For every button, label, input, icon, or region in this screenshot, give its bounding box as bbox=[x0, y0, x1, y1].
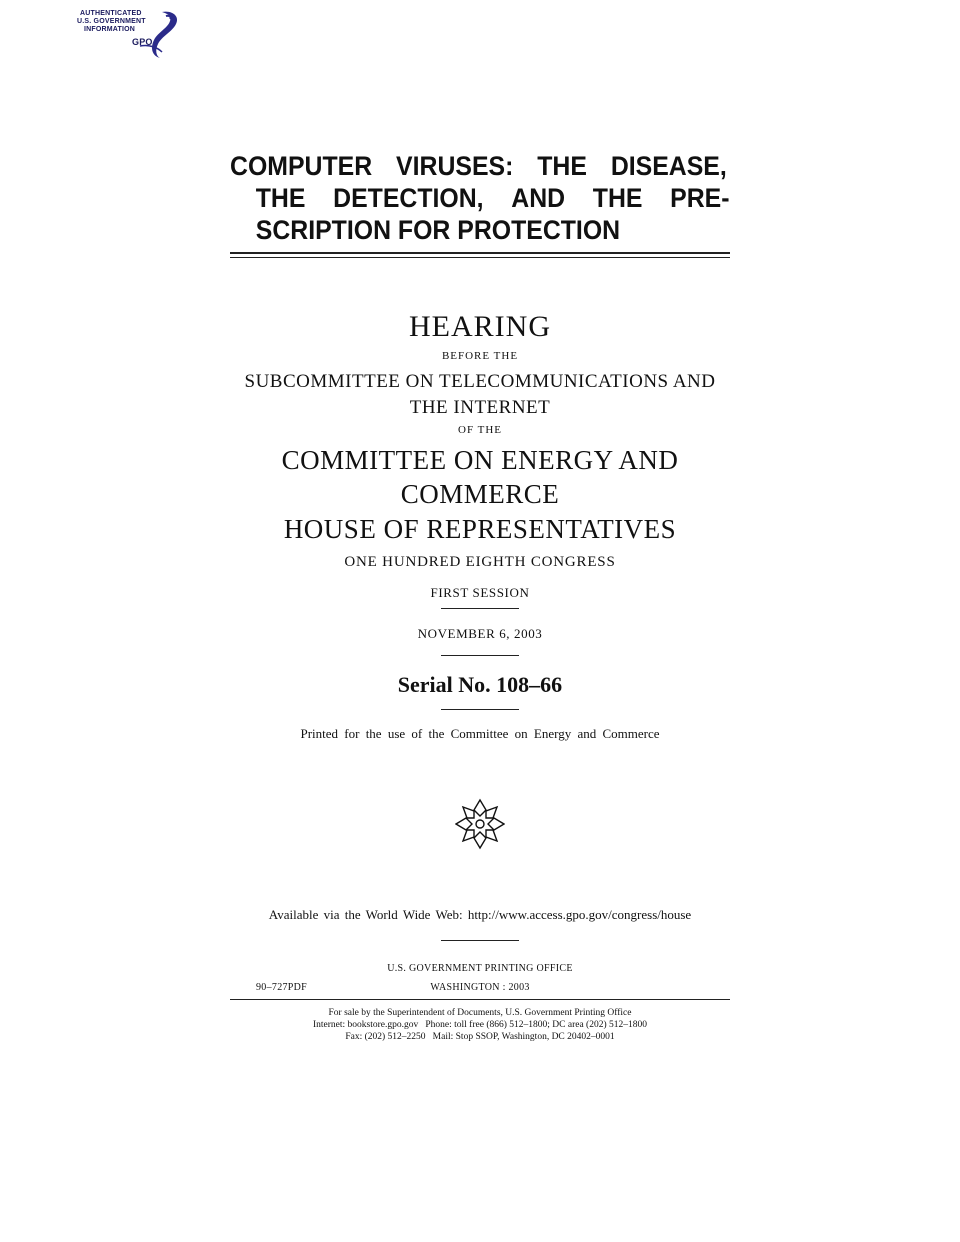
congress-label: ONE HUNDRED EIGHTH CONGRESS bbox=[344, 554, 616, 570]
committee-line-2: COMMERCE bbox=[400, 479, 560, 509]
logo-line-2: U.S. GOVERNMENT bbox=[77, 18, 146, 25]
title-word: PRE- bbox=[670, 183, 730, 213]
flower-ornament-icon bbox=[455, 798, 505, 850]
hearing-date: NOVEMBER 6, 2003 bbox=[417, 626, 543, 641]
document-id: 90–727PDF bbox=[256, 982, 308, 993]
title-word: THE bbox=[255, 183, 306, 213]
title-line-1 bbox=[230, 150, 727, 182]
subcommittee-line-2: THE INTERNET bbox=[409, 397, 551, 418]
gpo-authenticated-logo bbox=[70, 6, 190, 61]
committee-line-1: COMMITTEE ON ENERGY AND bbox=[281, 445, 679, 475]
logo-mark: GPO bbox=[132, 37, 153, 47]
logo-line-1: AUTHENTICATED bbox=[80, 10, 142, 17]
sale-info-line-1: For sale by the Superintendent of Documents, U.S. Government Printing Office bbox=[328, 1008, 632, 1018]
title-line-3: SCRIPTION FOR PROTECTION bbox=[255, 215, 621, 245]
sale-info-line-2: Internet: bookstore.gpo.gov Phone: toll free (866) 512–1800; DC area (202) 512–1800 bbox=[312, 1020, 648, 1030]
printing-office: U.S. GOVERNMENT PRINTING OFFICE bbox=[387, 963, 573, 974]
web-availability: Available via the World Wide Web: http://www.access.gpo.gov/congress/house bbox=[268, 907, 692, 922]
title-word: THE bbox=[537, 151, 587, 181]
rule bbox=[441, 940, 519, 941]
eagle-logo-icon bbox=[132, 6, 182, 61]
logo-line-3: INFORMATION bbox=[84, 26, 136, 33]
house-of-representatives: HOUSE OF REPRESENTATIVES bbox=[283, 514, 677, 544]
before-the-label: BEFORE THE bbox=[441, 350, 519, 362]
title-word: DETECTION, bbox=[333, 183, 484, 213]
footer-rule bbox=[230, 999, 730, 1000]
rule bbox=[441, 709, 519, 710]
title-word: COMPUTER bbox=[230, 151, 373, 181]
subcommittee-line-1: SUBCOMMITTEE ON TELECOMMUNICATIONS AND bbox=[244, 371, 716, 392]
rule bbox=[441, 655, 519, 656]
title-line-2 bbox=[230, 182, 730, 214]
place-and-year: WASHINGTON : 2003 bbox=[430, 982, 530, 993]
session-label: FIRST SESSION bbox=[430, 585, 530, 600]
title-word: DISEASE, bbox=[610, 151, 727, 181]
title-double-rule bbox=[230, 252, 730, 258]
hearing-heading: HEARING bbox=[409, 310, 551, 343]
hearing-title bbox=[230, 150, 730, 246]
printed-for-note: Printed for the use of the Committee on Energy and Commerce bbox=[300, 726, 660, 741]
title-word: VIRUSES: bbox=[396, 151, 514, 181]
serial-number: Serial No. 108–66 bbox=[397, 672, 563, 697]
title-word: AND bbox=[511, 183, 566, 213]
of-the-label: OF THE bbox=[458, 424, 502, 436]
title-word: THE bbox=[592, 183, 643, 213]
sale-info-line-3: Fax: (202) 512–2250 Mail: Stop SSOP, Washington, DC 20402–0001 bbox=[345, 1032, 615, 1042]
rule bbox=[441, 608, 519, 609]
